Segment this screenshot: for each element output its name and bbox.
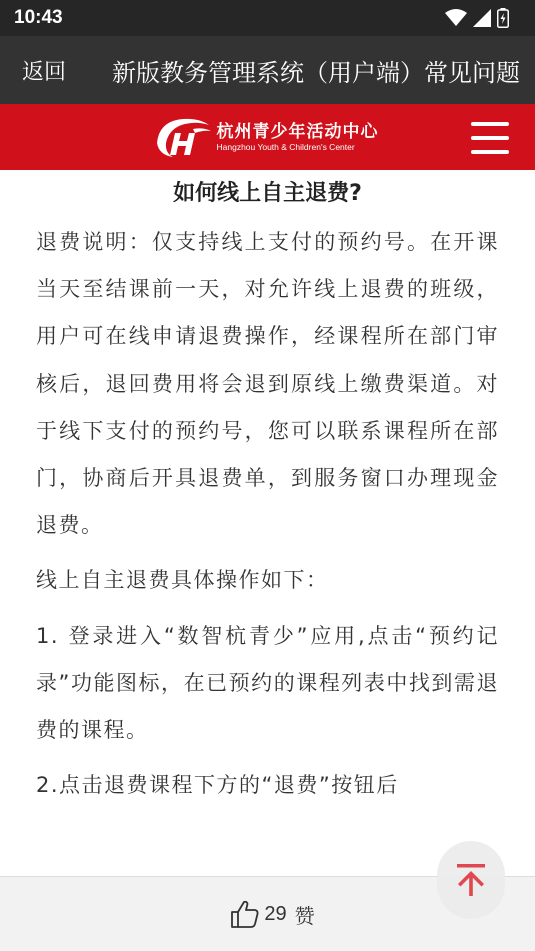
thumbs-up-icon bbox=[230, 899, 260, 929]
steps-intro-paragraph: 线上自主退费具体操作如下： bbox=[36, 568, 329, 593]
step-1-paragraph: 1. 登录进入“数智杭青少”应用,点击“预约记录”功能图标，在已预约的课程列表中找到需退费的课程。 bbox=[36, 623, 499, 743]
wifi-icon bbox=[445, 9, 467, 27]
arrow-up-icon bbox=[456, 863, 486, 897]
like-count: 29 bbox=[264, 902, 287, 925]
nav-bar bbox=[0, 36, 535, 104]
page-title: 新版教务管理系统（用户端）常见问题 bbox=[112, 58, 520, 87]
article-content[interactable] bbox=[0, 170, 535, 876]
refund-description-paragraph: 退费说明：仅支持线上支付的预约号。在开课当天至结课前一天，对允许线上退费的班级，用户可在线申请退费操作，经课程所在部门审核后，退回费用将会退到原线上缴费渠道。对于线下支付的预约号，您可以联系课程所在部门，协商后开具退费单，到服务窗口办理现金退费。 bbox=[36, 230, 499, 538]
like-label: 赞 bbox=[294, 903, 315, 928]
brand-name-cn: 杭州青少年活动中心 bbox=[216, 122, 379, 142]
menu-icon bbox=[471, 122, 509, 126]
like-button[interactable] bbox=[230, 899, 314, 929]
battery-icon bbox=[497, 8, 509, 28]
back-button[interactable]: 返回 bbox=[22, 59, 67, 85]
brand-header bbox=[0, 104, 535, 170]
menu-button[interactable] bbox=[471, 122, 509, 154]
article-title: 如何线上自主退费? bbox=[173, 181, 362, 206]
status-icons bbox=[445, 8, 509, 28]
status-bar bbox=[0, 0, 535, 36]
step-2-paragraph: 2.点击退费课程下方的“退费”按钮后 bbox=[36, 773, 399, 798]
brand-name-en: Hangzhou Youth & Children's Center bbox=[216, 142, 355, 152]
logo-emblem-icon bbox=[153, 113, 213, 161]
scroll-to-top-button[interactable] bbox=[437, 841, 505, 919]
brand-logo[interactable] bbox=[153, 113, 379, 161]
status-time: 10:43 bbox=[14, 7, 63, 28]
signal-icon bbox=[473, 9, 491, 27]
